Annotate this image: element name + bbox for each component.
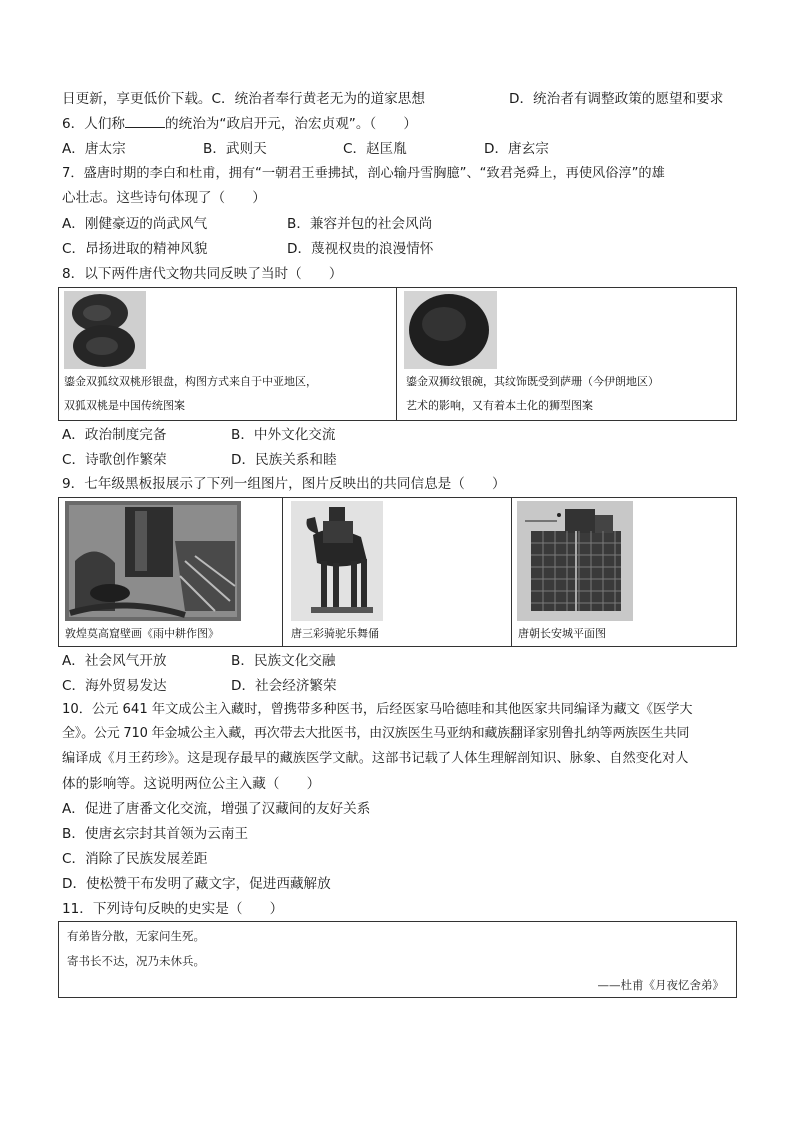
q9-option-c: C．海外贸易发达 [62,678,167,694]
q7-option-a: A．刚健豪迈的尚武风气 [62,216,208,232]
prev-question-option-c: 日更新，享更低价下载。C．统治者奉行黄老无为的道家思想 [62,91,425,107]
q8-option-c: C．诗歌创作繁荣 [62,452,167,468]
q7-option-b: B．兼容并包的社会风尚 [287,216,433,232]
q10-option-c: C．消除了民族发展差距 [62,851,208,867]
question-7-line-2: 心壮志。这些诗句体现了（ ） [62,190,266,206]
changan-map-photo [517,501,633,621]
poem-attribution: ——杜甫《月夜忆舍弟》 [597,978,724,992]
question-6-stem-a: 6．人们称 [62,116,126,132]
q8-caption-1-line-2: 双狐双桃是中国传统图案 [64,399,185,412]
camel-figurine-photo [291,501,383,621]
question-8-stem: 8．以下两件唐代文物共同反映了当时（ ） [62,266,343,282]
q8-option-b: B．中外文化交流 [231,427,336,443]
silver-plate-photo [64,291,146,369]
q10-option-d: D．使松赞干布发明了藏文字，促进西藏解放 [62,876,331,892]
poem-line-1: 有弟皆分散，无家问生死。 [67,929,205,943]
q9-option-a: A．社会风气开放 [62,653,167,669]
question-11-stem: 11．下列诗句反映的史实是（ ） [62,901,284,917]
question-10-line-4: 体的影响等。这说明两位公主入藏（ ） [62,776,321,792]
q8-caption-1-line-1: 鎏金双狐纹双桃形银盘，构图方式来自于中亚地区， [64,375,317,388]
q8-artifact-table [58,287,737,421]
q11-poem-box [58,921,737,998]
q8-caption-2-line-1: 鎏金双狮纹银碗，其纹饰既受到萨珊（今伊朗地区） [406,375,659,388]
q9-caption-1: 敦煌莫高窟壁画《雨中耕作图》 [65,627,219,640]
prev-question-option-d: D．统治者有调整政策的愿望和要求 [509,91,724,107]
question-10-line-3: 编译成《月王药珍》。这是现存最早的藏族医学文献。这部书记载了人体生理解剖知识、脉象、自然变化对人 [62,751,689,766]
silver-bowl-photo [404,291,497,369]
mural-photo [65,501,241,621]
question-6-stem [62,114,417,134]
q8-caption-2-line-2: 艺术的影响，又有着本土化的狮型图案 [406,399,593,412]
q10-option-a: A．促进了唐番文化交流，增强了汉藏间的友好关系 [62,801,371,817]
q6-option-c: C．赵匡胤 [343,141,407,157]
q9-option-b: B．民族文化交融 [231,653,336,669]
q9-caption-3: 唐朝长安城平面图 [518,627,606,640]
q8-option-a: A．政治制度完备 [62,427,167,443]
question-6-stem-b: 的统治为“政启开元，治宏贞观”。（ ） [165,116,418,132]
q7-option-d: D．蔑视权贵的浪漫情怀 [287,241,434,257]
answer-blank [125,115,165,128]
question-9-stem: 9．七年级黑板报展示了下列一组图片，图片反映出的共同信息是（ ） [62,476,506,492]
question-7-line-1: 7．盛唐时期的李白和杜甫，拥有“一朝君王垂拂拭，剖心输丹雪胸臆”、“致君尧舜上，再使风俗淳”的雄 [62,166,665,181]
q9-cell-changan-map [512,498,736,646]
q6-option-d: D．唐玄宗 [484,141,549,157]
q9-option-d: D．社会经济繁荣 [231,678,337,694]
q9-picture-table [58,497,737,647]
question-10-line-1: 10．公元 641 年文成公主入藏时，曾携带多种医书，后经医家马哈德哇和其他医家共同编译为藏文《医学大 [62,702,693,717]
q6-option-b: B．武则天 [203,141,267,157]
q7-option-c: C．昂扬进取的精神风貌 [62,241,208,257]
q8-cell-silver-bowl [397,288,736,420]
poem-line-2: 寄书长不达，况乃未休兵。 [67,954,205,968]
q8-option-d: D．民族关系和睦 [231,452,337,468]
q9-caption-2: 唐三彩骑驼乐舞俑 [291,627,379,640]
q10-option-b: B．使唐玄宗封其首领为云南王 [62,826,249,842]
q8-cell-silver-plate [59,288,397,420]
q6-option-a: A．唐太宗 [62,141,126,157]
q9-cell-mural [59,498,283,646]
question-10-line-2: 全》。公元 710 年金城公主入藏，再次带去大批医书，由汉族医生马亚纳和藏族翻译家别鲁扎纳等两族医生共同 [62,726,690,741]
q9-cell-camel-figurine [283,498,512,646]
